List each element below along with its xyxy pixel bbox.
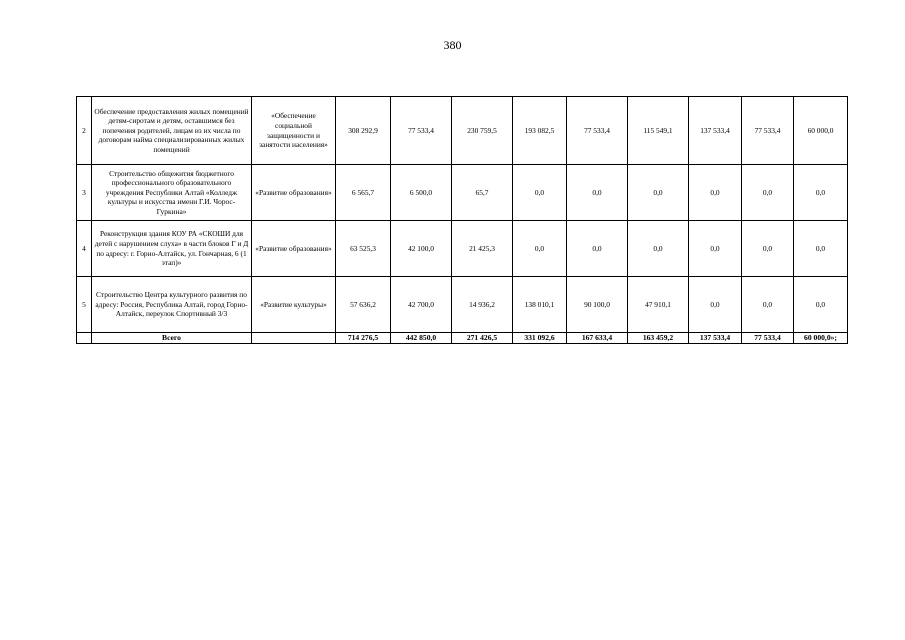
object-name: Строительство Центра культурного развития по адресу: Россия, Республика Алтай, город Горно-Алтайск, переулок Спортивный 3/3 [92, 277, 252, 333]
value-cell: 138 010,1 [513, 277, 567, 333]
value-cell: 6 500,0 [391, 165, 452, 221]
value-cell: 57 636,2 [336, 277, 391, 333]
total-value: 60 000,0»; [794, 333, 848, 344]
value-cell: 0,0 [689, 221, 742, 277]
object-name: Реконструкция здания КОУ РА «СКОШИ для детей с нарушением слуха» в части блоков Г и Д по адресу: г. Горно-Алтайск, ул. Гончарная, 6 (1 этап)» [92, 221, 252, 277]
row-number: 4 [77, 221, 92, 277]
program-name: «Развитие образования» [252, 221, 336, 277]
total-value: 163 459,2 [628, 333, 689, 344]
total-value: 271 426,5 [452, 333, 513, 344]
program-name: «Развитие образования» [252, 165, 336, 221]
table-row [77, 165, 848, 221]
value-cell: 137 533,4 [689, 97, 742, 165]
value-cell: 0,0 [628, 165, 689, 221]
value-cell: 21 425,3 [452, 221, 513, 277]
value-cell: 77 533,4 [742, 97, 794, 165]
value-cell: 60 000,0 [794, 97, 848, 165]
value-cell: 0,0 [794, 165, 848, 221]
value-cell: 0,0 [794, 221, 848, 277]
value-cell: 42 100,0 [391, 221, 452, 277]
row-number: 2 [77, 97, 92, 165]
value-cell: 63 525,3 [336, 221, 391, 277]
value-cell: 0,0 [567, 165, 628, 221]
program-name: «Обеспечение социальной защищенности и занятости населения» [252, 97, 336, 165]
value-cell: 0,0 [742, 165, 794, 221]
object-name: Строительство общежития бюджетного профессионального образовательного учреждения Республики Алтай «Колледж культуры и искусства имени Г.И. Чорос-Гуркина» [92, 165, 252, 221]
total-value: 442 850,0 [391, 333, 452, 344]
table-row [77, 97, 848, 165]
table-row [77, 221, 848, 277]
value-cell: 65,7 [452, 165, 513, 221]
budget-table [76, 96, 848, 344]
value-cell: 0,0 [689, 277, 742, 333]
value-cell: 308 292,9 [336, 97, 391, 165]
value-cell: 193 082,5 [513, 97, 567, 165]
total-value: 167 633,4 [567, 333, 628, 344]
value-cell: 0,0 [628, 221, 689, 277]
total-value: 137 533,4 [689, 333, 742, 344]
table-row [77, 277, 848, 333]
page-number: 380 [443, 38, 462, 52]
value-cell: 0,0 [742, 277, 794, 333]
value-cell: 47 910,1 [628, 277, 689, 333]
value-cell: 0,0 [794, 277, 848, 333]
value-cell: 14 936,2 [452, 277, 513, 333]
row-number: 5 [77, 277, 92, 333]
object-name: Обеспечение предоставления жилых помещений детям-сиротам и детям, оставшимся без попечения родителей, лицам из их числа по договорам найма специализированных жилых помещений [92, 97, 252, 165]
value-cell: 0,0 [742, 221, 794, 277]
value-cell: 115 549,1 [628, 97, 689, 165]
value-cell: 0,0 [513, 165, 567, 221]
total-row [77, 333, 848, 344]
total-label: Всего [92, 333, 252, 344]
total-program-empty [252, 333, 336, 344]
total-number-empty [77, 333, 92, 344]
value-cell: 77 533,4 [567, 97, 628, 165]
value-cell: 90 100,0 [567, 277, 628, 333]
total-value: 77 533,4 [742, 333, 794, 344]
value-cell: 6 565,7 [336, 165, 391, 221]
row-number: 3 [77, 165, 92, 221]
value-cell: 0,0 [689, 165, 742, 221]
value-cell: 42 700,0 [391, 277, 452, 333]
value-cell: 0,0 [567, 221, 628, 277]
total-value: 331 092,6 [513, 333, 567, 344]
value-cell: 0,0 [513, 221, 567, 277]
program-name: «Развитие культуры» [252, 277, 336, 333]
total-value: 714 276,5 [336, 333, 391, 344]
value-cell: 230 759,5 [452, 97, 513, 165]
value-cell: 77 533,4 [391, 97, 452, 165]
